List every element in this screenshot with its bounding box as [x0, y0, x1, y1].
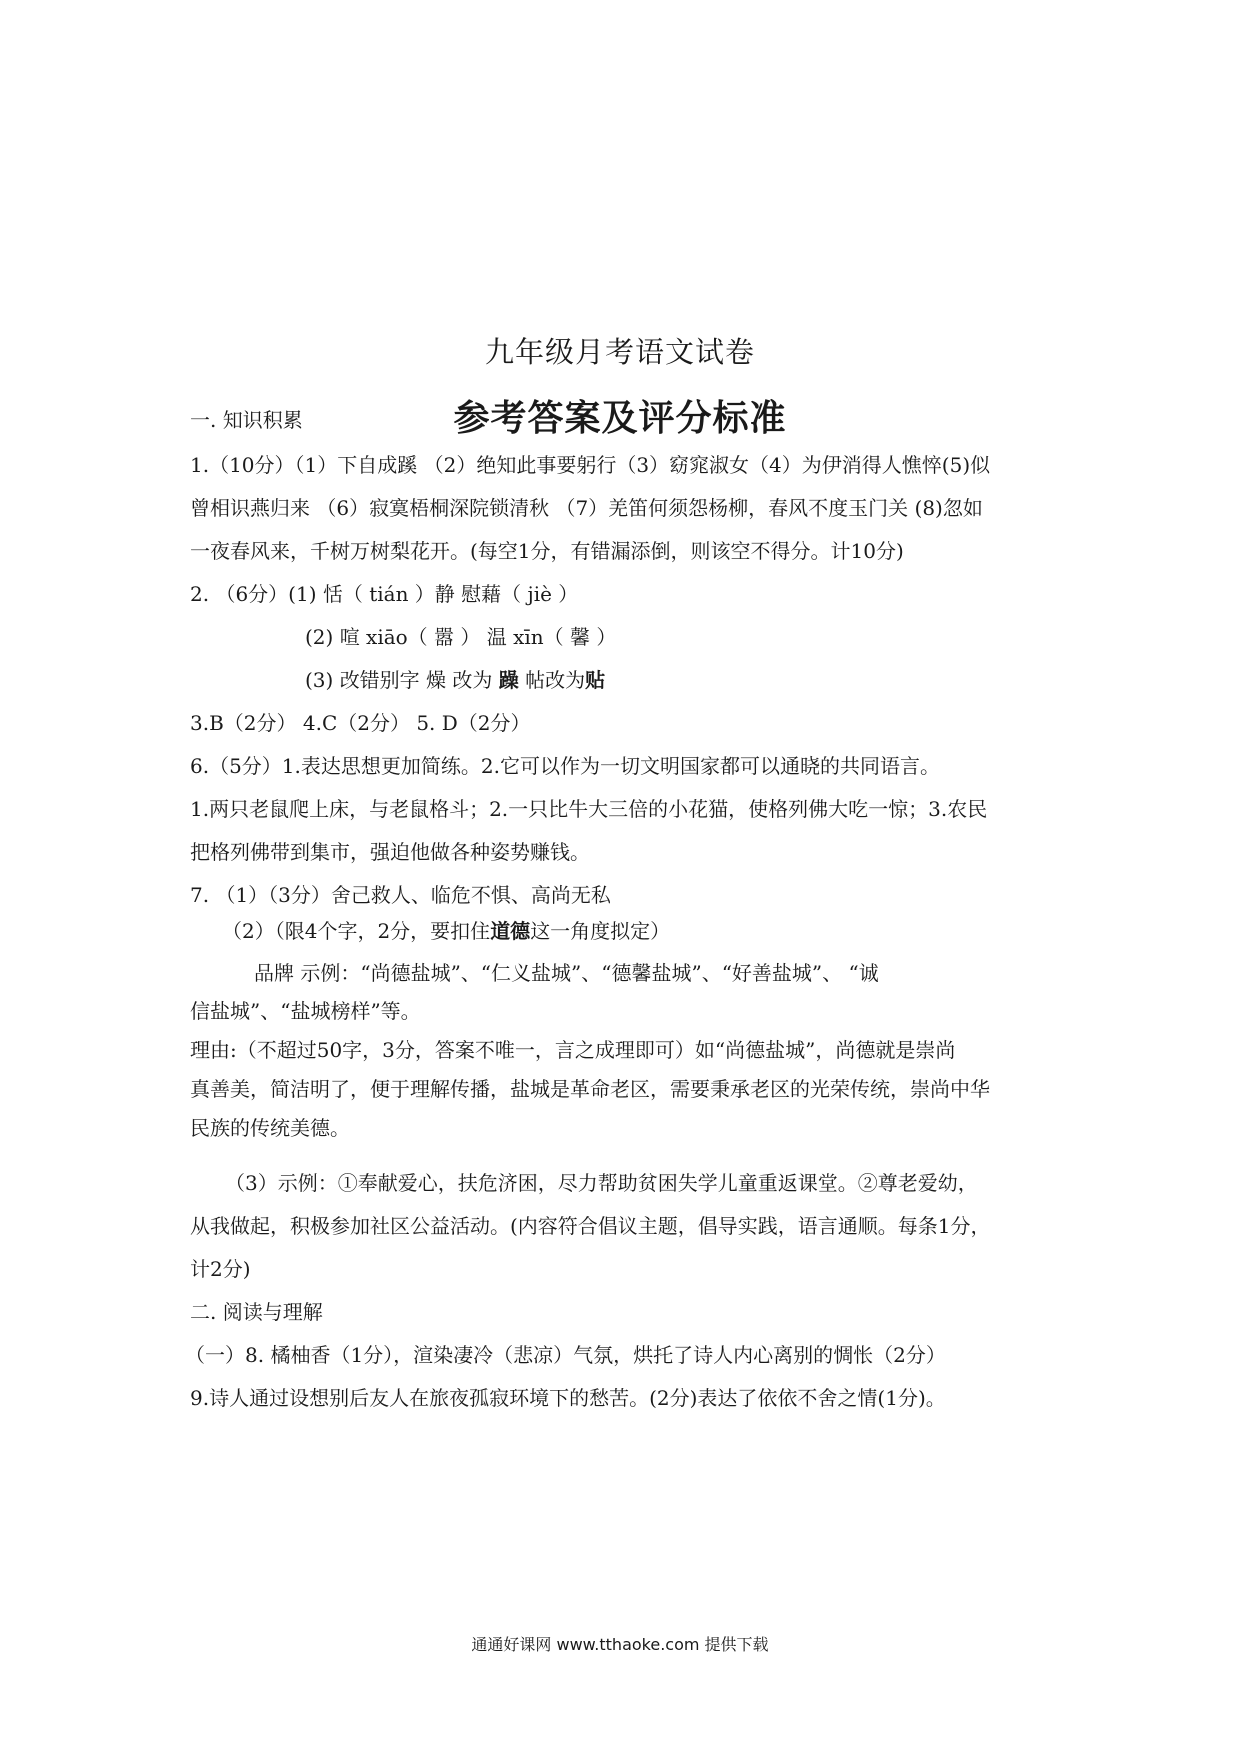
answer-line: 一夜春风来，千树万树梨花开。(每空1分，有错漏添倒，则该空不得分。计10分) [190, 539, 904, 563]
answer-line: 计2分) [190, 1257, 251, 1281]
answer-key-heading: 参考答案及评分标准 [453, 398, 787, 439]
answer-text: (3) 改错别字 燥 改为 [305, 668, 499, 692]
answer-line: 6.（5分）1.表达思想更加简练。2.它可以作为一切文明国家都可以通晓的共同语言。 [190, 754, 940, 778]
answer-line: 7. （1）（3分）舍己救人、临危不惧、高尚无私 [190, 883, 611, 907]
section-heading-knowledge: 一. 知识积累 [190, 408, 303, 432]
answer-line: 从我做起，积极参加社区公益活动。(内容符合倡议主题，倡导实践，语言通顺。每条1分， [190, 1214, 991, 1238]
keyword: 道德 [490, 919, 531, 943]
answer-text: 帖改为 [518, 668, 586, 692]
corrected-char: 贴 [585, 668, 606, 692]
answer-line [305, 665, 1175, 695]
answer-line: 2. （6分）(1) 恬（ tián ）静 慰藉（ jiè ） [190, 582, 579, 606]
answer-line: 信盐城”、“盐城榜样”等。 [190, 999, 421, 1023]
answer-line: (2) 喧 xiāo（ 嚣 ） 温 xīn（ 馨 ） [305, 625, 617, 649]
answer-line: 品牌 示例：“尚德盐城”、“仁义盐城”、“德馨盐城”、“好善盐城”、 “诚 [254, 961, 879, 985]
answer-line: 1.（10分）（1）下自成蹊 （2）绝知此事要躬行（3）窈窕淑女（4）为伊消得人憔悴(5)似 [190, 453, 991, 477]
answer-line: 曾相识燕归来 （6）寂寞梧桐深院锁清秋 （7）羌笛何须怨杨柳，春风不度玉门关 (8)忽如 [190, 496, 983, 520]
answer-line: 9.诗人通过设想别后友人在旅夜孤寂环境下的愁苦。(2分)表达了依依不舍之情(1分)。 [190, 1386, 946, 1410]
answer-line: （一）8. 橘柚香（1分），渲染凄冷（悲凉）气氛，烘托了诗人内心离别的惆怅（2分） [185, 1343, 946, 1367]
exam-title: 九年级月考语文试卷 [484, 335, 755, 369]
corrected-char: 躁 [498, 668, 519, 692]
answer-line: 真善美，简洁明了，便于理解传播，盐城是革命老区，需要秉承老区的光荣传统，崇尚中华 [190, 1077, 990, 1101]
answer-text: 这一角度拟定） [530, 919, 671, 943]
answer-line: 民族的传统美德。 [190, 1116, 350, 1140]
answer-text: （2）（限4个字，2分，要扣住 [222, 919, 491, 943]
footer-source: 通通好课网 www.tthaoke.com 提供下载 [471, 1635, 769, 1654]
answer-line: 理由:（不超过50字，3分，答案不唯一，言之成理即可）如“尚德盐城”，尚德就是崇尚 [190, 1038, 956, 1062]
answer-line: 3.B（2分） 4.C（2分） 5. D（2分） [190, 711, 531, 735]
answer-line: 1.两只老鼠爬上床，与老鼠格斗；2.一只比牛大三倍的小花猫，使格列佛大吃一惊；3.农民 [190, 797, 988, 821]
answer-line [222, 916, 1092, 946]
answer-line: （3）示例：①奉献爱心，扶危济困，尽力帮助贫困失学儿童重返课堂。②尊老爱幼， [225, 1171, 978, 1195]
answer-line: 把格列佛带到集市，强迫他做各种姿势赚钱。 [190, 840, 590, 864]
section-heading-reading: 二. 阅读与理解 [190, 1300, 323, 1324]
